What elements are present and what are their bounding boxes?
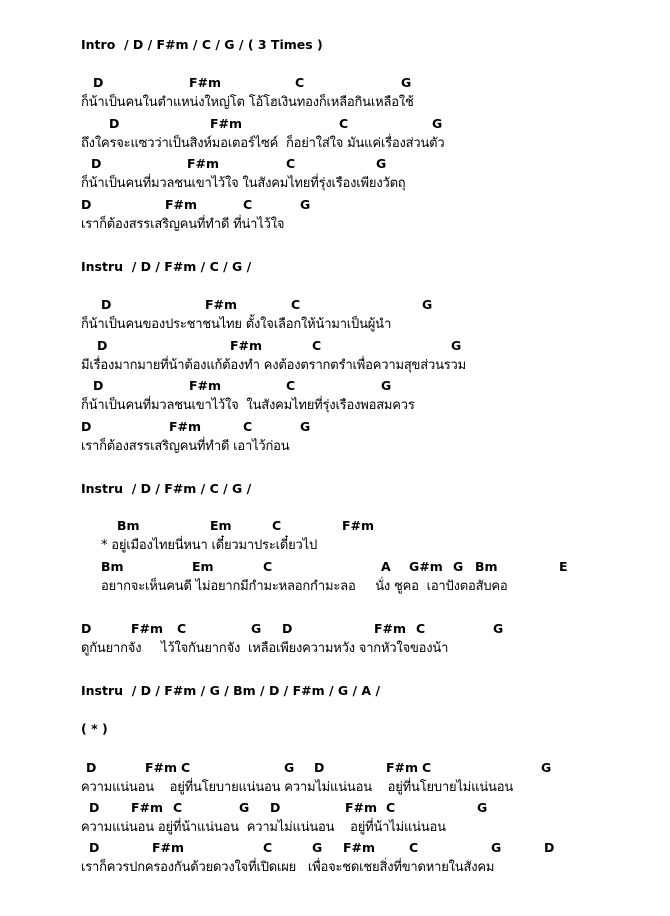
chord-label: C bbox=[291, 297, 301, 312]
chord-label: G bbox=[381, 378, 392, 393]
chord-label: C bbox=[263, 840, 273, 855]
chord-label: D bbox=[81, 419, 92, 434]
chord-label: Em bbox=[192, 559, 214, 574]
lyric-line: ดูกันยากจัง ไว้ใจกันยากจัง เหลือเพียงความหวัง จากหัวใจของน้า bbox=[81, 641, 449, 656]
chord-label: G bbox=[541, 760, 552, 775]
instru-line: Instru / D / F#m / C / G / bbox=[81, 259, 252, 274]
chord-label: C bbox=[416, 621, 426, 636]
chord-label: F#m bbox=[386, 760, 419, 775]
chord-row bbox=[0, 156, 670, 172]
chord-label: G bbox=[451, 338, 462, 353]
chord-label: G#m bbox=[409, 559, 443, 574]
lyric-line: * อยู่เมืองไทยนี่หนา เดี๋ยวมาประเดี๋ยวไป bbox=[101, 538, 318, 553]
chord-label: C bbox=[177, 621, 187, 636]
lyric-line: ก็น้าเป็นคนของประชาชนไทย ตั้งใจเลือกให้น้ามาเป็นผู้นำ bbox=[81, 317, 392, 332]
chord-label: G bbox=[453, 559, 464, 574]
chord-label: G bbox=[432, 116, 443, 131]
chord-label: C bbox=[312, 338, 322, 353]
chord-label: E bbox=[559, 559, 568, 574]
chord-row bbox=[0, 760, 670, 776]
chord-label: D bbox=[89, 840, 100, 855]
chord-label: G bbox=[422, 297, 433, 312]
chord-label: C bbox=[409, 840, 419, 855]
lyric-line: อยากจะเห็นคนดี ไม่อยากมีกำมะหลอกกำมะลอ นั่ง ชูคอ เอาปังตอสับคอ bbox=[101, 579, 508, 594]
chord-row bbox=[0, 116, 670, 132]
chord-label: F#m bbox=[165, 197, 198, 212]
chord-label: C bbox=[286, 156, 296, 171]
chord-label: D bbox=[91, 156, 102, 171]
chord-label: D bbox=[97, 338, 108, 353]
chord-label: A bbox=[381, 559, 391, 574]
chord-label: G bbox=[312, 840, 323, 855]
chord-label: G bbox=[300, 419, 311, 434]
chord-label: G bbox=[251, 621, 262, 636]
chord-label: D bbox=[86, 760, 97, 775]
chord-row bbox=[0, 338, 670, 354]
chord-label: Bm bbox=[101, 559, 124, 574]
chord-label: D bbox=[109, 116, 120, 131]
chord-row bbox=[0, 419, 670, 435]
chord-label: D bbox=[81, 197, 92, 212]
chord-label: C bbox=[422, 760, 432, 775]
lyric-line: เราก็ต้องสรรเสริญคนที่ทำดี เอาไว้ก่อน bbox=[81, 439, 290, 454]
chord-label: G bbox=[376, 156, 387, 171]
chord-label: G bbox=[284, 760, 295, 775]
chord-label: F#m bbox=[187, 156, 220, 171]
chord-label: Bm bbox=[475, 559, 498, 574]
chord-label: D bbox=[270, 800, 281, 815]
lyric-line: ก็น้าเป็นคนที่มวลชนเขาไว้ใจ ในสังคมไทยที่รุ่งเรืองพอสมควร bbox=[81, 398, 415, 413]
chord-label: D bbox=[544, 840, 555, 855]
chord-label: D bbox=[93, 378, 104, 393]
lyric-line: ความแน่นอน อยู่ที่น้าแน่นอน ความไม่แน่นอน อยู่ที่น้าไม่แน่นอน bbox=[81, 820, 446, 835]
chord-label: F#m bbox=[343, 840, 376, 855]
chord-row bbox=[0, 197, 670, 213]
chord-row bbox=[0, 75, 670, 91]
chord-label: C bbox=[272, 518, 282, 533]
chord-label: C bbox=[181, 760, 191, 775]
chord-label: C bbox=[386, 800, 396, 815]
chord-label: G bbox=[477, 800, 488, 815]
chord-label: C bbox=[339, 116, 349, 131]
chord-label: D bbox=[89, 800, 100, 815]
chord-row bbox=[0, 621, 670, 637]
chord-label: F#m bbox=[131, 800, 164, 815]
chord-label: G bbox=[491, 840, 502, 855]
repeat-marker: ( * ) bbox=[81, 721, 108, 736]
chord-label: C bbox=[243, 197, 253, 212]
chord-label: F#m bbox=[152, 840, 185, 855]
intro-line: Intro / D / F#m / C / G / ( 3 Times ) bbox=[81, 37, 323, 52]
chord-label: G bbox=[401, 75, 412, 90]
instru-line: Instru / D / F#m / C / G / bbox=[81, 481, 252, 496]
chord-label: D bbox=[282, 621, 293, 636]
chord-label: D bbox=[93, 75, 104, 90]
lyric-line: ความแน่นอน อยู่ที่นโยบายแน่นอน ความไม่แน่นอน อยู่ที่นโยบายไม่แน่นอน bbox=[81, 780, 514, 795]
chord-label: F#m bbox=[189, 75, 222, 90]
chord-label: C bbox=[286, 378, 296, 393]
chord-row bbox=[0, 800, 670, 816]
chord-label: F#m bbox=[210, 116, 243, 131]
chord-label: F#m bbox=[374, 621, 407, 636]
chord-label: F#m bbox=[230, 338, 263, 353]
chord-label: F#m bbox=[342, 518, 375, 533]
chord-row bbox=[0, 559, 670, 575]
chord-label: F#m bbox=[189, 378, 222, 393]
chord-label: Bm bbox=[117, 518, 140, 533]
chord-label: C bbox=[173, 800, 183, 815]
chord-label: D bbox=[101, 297, 112, 312]
lyric-line: ก็น้าเป็นคนในตำแหน่งใหญ่โต โอ้โฮเงินทองก็เหลือกินเหลือใช้ bbox=[81, 95, 414, 110]
chord-label: F#m bbox=[131, 621, 164, 636]
chord-label: Em bbox=[210, 518, 232, 533]
lyric-line: เราก็ควรปกครองกันด้วยดวงใจที่เปิดเผย เพื่อจะชดเชยสิ่งที่ขาดหายในสังคม bbox=[81, 860, 495, 875]
chord-row bbox=[0, 297, 670, 313]
instru-line: Instru / D / F#m / G / Bm / D / F#m / G / A / bbox=[81, 683, 381, 698]
chord-label: G bbox=[239, 800, 250, 815]
chord-label: G bbox=[493, 621, 504, 636]
chord-label: F#m bbox=[145, 760, 178, 775]
chord-row bbox=[0, 378, 670, 394]
chord-label: C bbox=[295, 75, 305, 90]
chord-label: D bbox=[81, 621, 92, 636]
lyric-line: เราก็ต้องสรรเสริญคนที่ทำดี ที่น่าไว้ใจ bbox=[81, 217, 285, 232]
chord-label: F#m bbox=[169, 419, 202, 434]
chord-label: G bbox=[300, 197, 311, 212]
chord-label: C bbox=[263, 559, 273, 574]
chord-row bbox=[0, 840, 670, 856]
lyric-line: ก็น้าเป็นคนที่มวลชนเขาไว้ใจ ในสังคมไทยที่รุ่งเรืองเพียงวัตถุ bbox=[81, 176, 406, 191]
chord-label: D bbox=[314, 760, 325, 775]
lyric-line: มีเรื่องมากมายที่น้าต้องแก้ต้องทำ คงต้องตรากตรำเพื่อความสุขส่วนรวม bbox=[81, 358, 467, 373]
chord-label: C bbox=[243, 419, 253, 434]
chord-row bbox=[0, 518, 670, 534]
chord-label: F#m bbox=[345, 800, 378, 815]
chord-label: F#m bbox=[205, 297, 238, 312]
lyric-line: ถึงใครจะแซวว่าเป็นสิงห์มอเตอร์ไซค์ ก็อย่าใส่ใจ มันแค่เรื่องส่วนตัว bbox=[81, 136, 445, 151]
